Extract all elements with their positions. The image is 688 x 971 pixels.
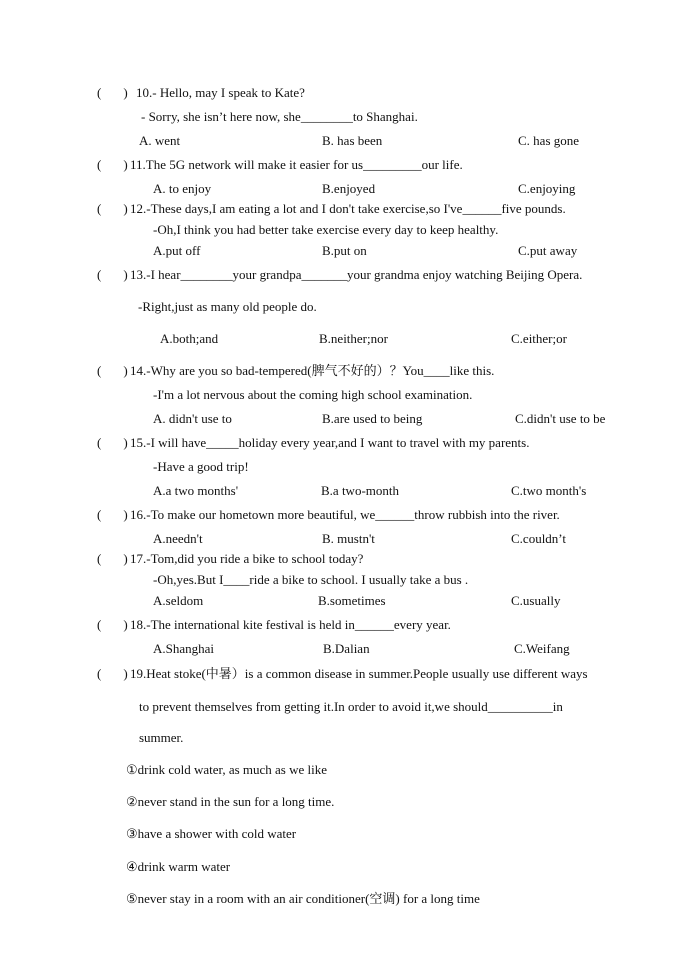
close-paren: ) [123,157,128,172]
question-stem-q16: 16.-To make our hometown more beautiful, we______throw rubbish into the river. [130,507,560,522]
option-b-q18[interactable]: B.Dalian [323,641,370,656]
open-paren: ( [97,617,102,632]
option-a-q16[interactable]: A.needn't [153,531,203,546]
close-paren: ) [123,617,128,632]
answer-blank-q11[interactable] [97,157,128,173]
question-line-q19-2: summer. [139,730,184,745]
option-b-q10[interactable]: B. has been [322,133,383,148]
close-paren: ) [123,551,128,566]
question-stem-q13: 13.-I hear________your grandpa_______your grandma enjoy watching Beijing Opera. [130,267,583,282]
option-a-q18[interactable]: A.Shanghai [153,641,215,656]
choice-item-1: ①drink cold water, as much as we like [126,762,328,777]
option-a-q12[interactable]: A.put off [153,243,201,258]
close-paren: ) [123,201,128,216]
open-paren: ( [97,201,102,216]
choice-item-4: ④drink warm water [126,859,231,874]
option-a-q11[interactable]: A. to enjoy [153,181,212,196]
choice-item-5: ⑤never stay in a room with an air conditioner(空调) for a long time [126,891,480,906]
question-line-q19-1: to prevent themselves from getting it.In order to avoid it,we should__________in [139,699,563,714]
question-stem-q19: 19.Heat stoke(中暑）is a common disease in summer.People usually use different ways [130,666,588,681]
choice-item-3: ③have a shower with cold water [126,826,297,841]
option-b-q14[interactable]: B.are used to being [322,411,423,426]
close-paren: ) [123,435,128,450]
question-stem-q14: 14.-Why are you so bad-tempered(脾气不好的）？You____like this. [130,363,495,378]
question-line-q14-1: -I'm a lot nervous about the coming high school examination. [153,387,473,402]
question-line-q10-1: - Sorry, she isn’t here now, she________to Shanghai. [141,109,418,124]
option-b-q11[interactable]: B.enjoyed [322,181,376,196]
close-paren: ) [123,363,128,378]
answer-blank-q12[interactable] [97,201,128,217]
option-b-q13[interactable]: B.neither;nor [319,331,388,346]
answer-blank-q10[interactable] [97,85,128,101]
close-paren: ) [123,666,128,681]
answer-blank-q18[interactable] [97,617,128,633]
option-c-q14[interactable]: C.didn't use to be [515,411,606,426]
answer-blank-q19[interactable] [97,666,128,682]
open-paren: ( [97,157,102,172]
question-stem-q17: 17.-Tom,did you ride a bike to school today? [130,551,364,566]
option-c-q13[interactable]: C.either;or [511,331,567,346]
option-a-q10[interactable]: A. went [139,133,181,148]
open-paren: ( [97,507,102,522]
answer-blank-q16[interactable] [97,507,128,523]
option-a-q15[interactable]: A.a two months' [153,483,239,498]
question-line-q13-1: -Right,just as many old people do. [138,299,317,314]
option-a-q17[interactable]: A.seldom [153,593,204,608]
question-stem-q11: 11.The 5G network will make it easier for us_________our life. [130,157,463,172]
option-c-q17[interactable]: C.usually [511,593,561,608]
question-stem-q18: 18.-The international kite festival is held in______every year. [130,617,451,632]
close-paren: ) [123,85,128,100]
option-c-q18[interactable]: C.Weifang [514,641,570,656]
question-stem-q10: 10.- Hello, may I speak to Kate? [136,85,305,100]
question-stem-q12: 12.-These days,I am eating a lot and I don't take exercise,so I've______five pounds. [130,201,566,216]
choice-item-2: ②never stand in the sun for a long time. [126,794,335,809]
open-paren: ( [97,363,102,378]
option-c-q16[interactable]: C.couldn’t [511,531,567,546]
answer-blank-q15[interactable] [97,435,128,451]
question-stem-q15: 15.-I will have_____holiday every year,and I want to travel with my parents. [130,435,530,450]
option-b-q16[interactable]: B. mustn't [322,531,375,546]
open-paren: ( [97,435,102,450]
answer-blank-q13[interactable] [97,267,128,283]
open-paren: ( [97,85,102,100]
option-c-q15[interactable]: C.two month's [511,483,587,498]
close-paren: ) [123,267,128,282]
open-paren: ( [97,551,102,566]
answer-blank-q17[interactable] [97,551,128,567]
option-b-q17[interactable]: B.sometimes [318,593,386,608]
option-b-q12[interactable]: B.put on [322,243,367,258]
option-c-q11[interactable]: C.enjoying [518,181,576,196]
option-c-q10[interactable]: C. has gone [518,133,580,148]
question-line-q17-1: -Oh,yes.But I____ride a bike to school. I usually take a bus . [153,572,469,587]
question-line-q12-1: -Oh,I think you had better take exercise every day to keep healthy. [153,222,499,237]
open-paren: ( [97,267,102,282]
question-line-q15-1: -Have a good trip! [153,459,249,474]
option-c-q12[interactable]: C.put away [518,243,578,258]
close-paren: ) [123,507,128,522]
option-a-q14[interactable]: A. didn't use to [153,411,232,426]
open-paren: ( [97,666,102,681]
option-a-q13[interactable]: A.both;and [160,331,219,346]
option-b-q15[interactable]: B.a two-month [321,483,399,498]
answer-blank-q14[interactable] [97,363,128,379]
